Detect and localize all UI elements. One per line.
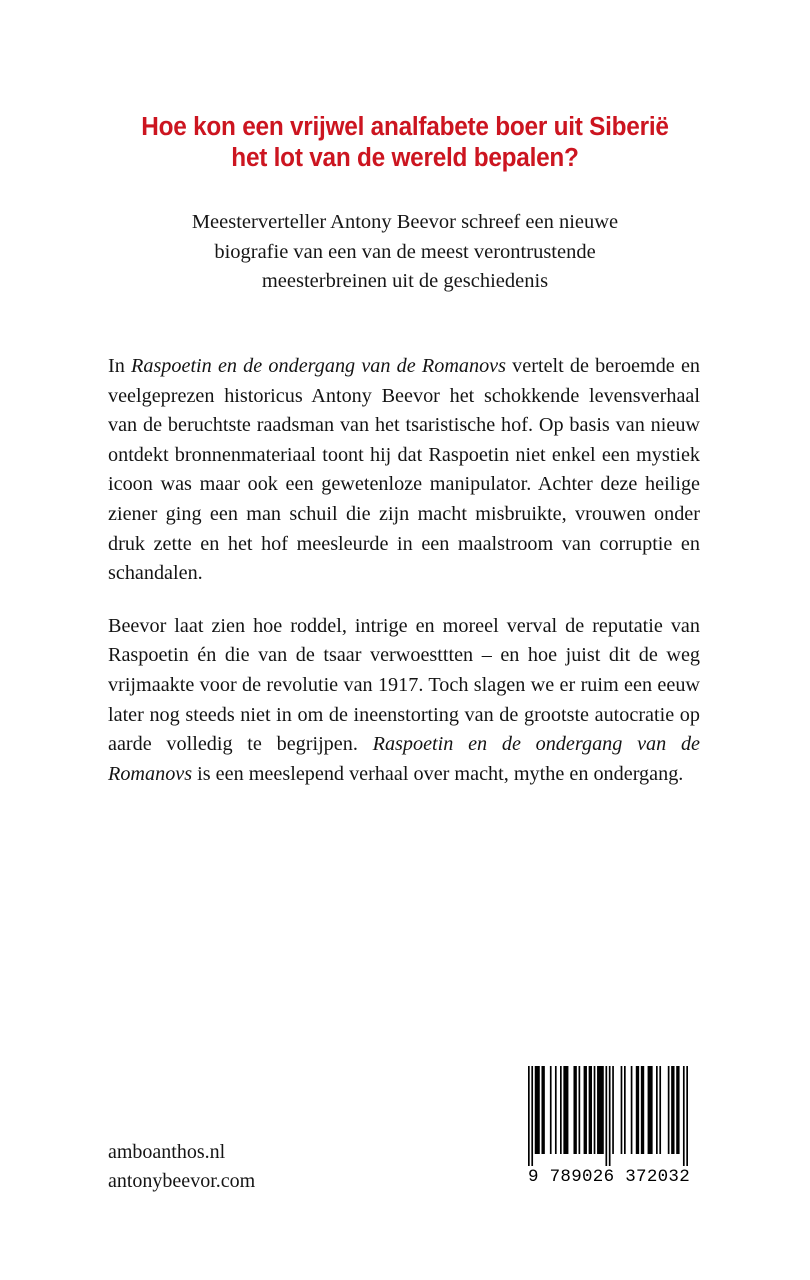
blurb-paragraph-2 — [108, 612, 700, 790]
footer-urls — [108, 1138, 255, 1196]
subtitle — [105, 208, 705, 297]
barcode-bars — [528, 1066, 688, 1166]
isbn-barcode — [528, 1066, 691, 1187]
barcode-digits: 9 789026 372032 — [528, 1167, 691, 1187]
paragraph-1-intro: In — [108, 355, 132, 377]
book-title-mention-2: Raspoetin en de ondergang van de Romanovs — [108, 733, 700, 785]
publisher-url[interactable]: amboanthos.nl — [108, 1141, 226, 1163]
headline-line-1: Hoe kon een vrijwel analfabete boer uit Siberië — [141, 113, 669, 141]
headline-line-2: het lot van de wereld bepalen? — [231, 144, 579, 172]
blurb-paragraph-1 — [108, 352, 700, 589]
subtitle-line-1: Meesterverteller Antony Beevor schreef een nieuwe — [191, 211, 619, 233]
book-title-mention-1: Raspoetin en de ondergang van de Romanovs — [131, 355, 506, 377]
subtitle-line-3: meesterbreinen uit de geschiedenis — [261, 270, 549, 292]
paragraph-2-intro: Beevor laat zien hoe roddel, intrige en moreel verval de reputatie van Raspoetin én die van de tsaar verwoesttten – en hoe juist dit de weg vrijmaakte voor de revolutie van 1917. Toch slagen we er ruim een eeuw later nog steeds niet in om de ineenstorting van de grootste autocratie op aarde volledig te begrijpen. — [108, 614, 700, 756]
paragraph-2-rest: is een meeslepend verhaal over macht, mythe en ondergang. — [192, 762, 684, 785]
subtitle-line-2: biografie van een van de meest verontrustende — [214, 240, 596, 263]
author-url[interactable]: antonybeevor.com — [108, 1170, 256, 1192]
blurb-body — [108, 352, 700, 789]
headline — [76, 112, 735, 174]
paragraph-1-rest: vertelt de beroemde en veelgeprezen historicus Antony Beevor het schokkende levensverhaal van de beruchtste raadsman van het tsaristische hof. Op basis van nieuw ontdekt bronnenmateriaal toont hij dat Raspoetin niet enkel een mystiek icoon was maar ook een gewetenloze manipulator. Achter deze heilige ziener ging een man schuil die zijn macht misbruikte, vrouwen onder druk zette en het hof meesleurde in een maalstroom van corruptie en schandalen. — [108, 355, 700, 585]
